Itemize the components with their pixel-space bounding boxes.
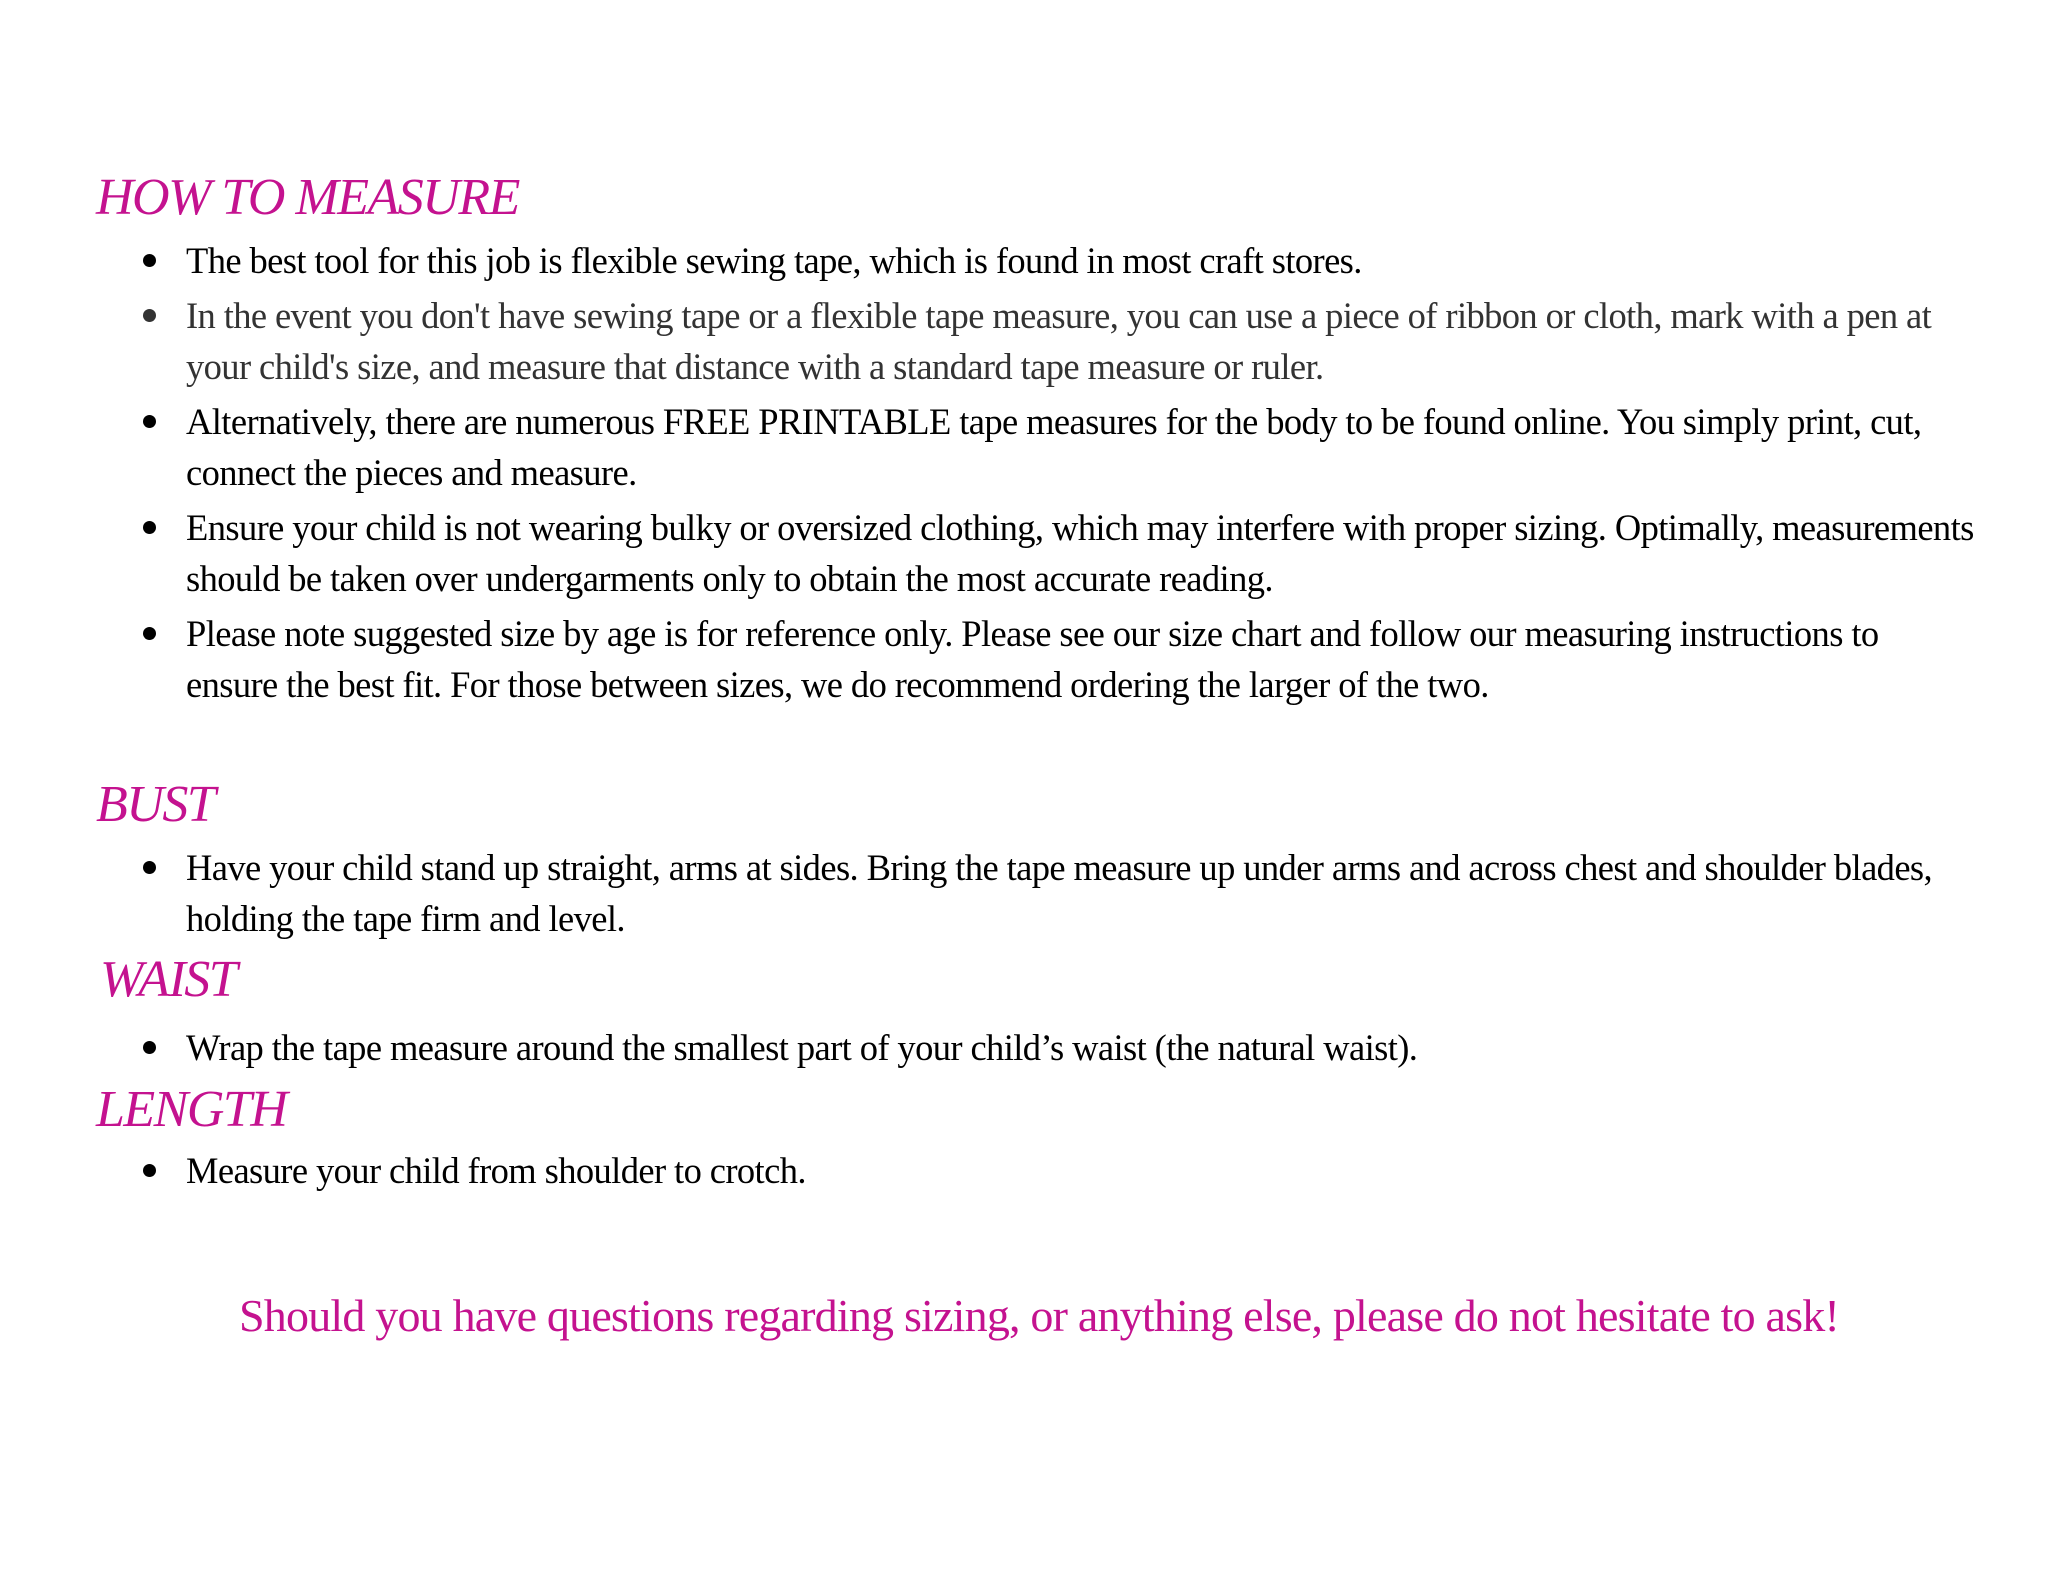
list-item xyxy=(186,396,1976,498)
waist-heading: WAIST xyxy=(100,951,237,1008)
list-item-text: In the event you don't have sewing tape or a flexible tape measure, you can use a piece of ribbon or cloth, mark with a pen at your child's size, and measure that distance with a standard tape measure or ruler. xyxy=(186,295,1932,387)
list-item-text: Measure your child from shoulder to crotch. xyxy=(186,1150,806,1191)
list-item xyxy=(186,502,1976,604)
bullet-dot-icon xyxy=(143,309,156,322)
list-item-text: Please note suggested size by age is for reference only. Please see our size chart and follow our measuring instructions to ensure the best fit. For those between sizes, we do recommend ordering the larger of the two. xyxy=(186,613,1879,705)
length-heading: LENGTH xyxy=(96,1081,287,1138)
list-item xyxy=(186,1145,1946,1196)
bullet-dot-icon xyxy=(143,627,156,640)
bullet-dot-icon xyxy=(143,861,156,874)
bust-heading: BUST xyxy=(96,776,215,833)
waist-list xyxy=(186,1022,1946,1077)
bullet-dot-icon xyxy=(143,254,156,267)
bullet-dot-icon xyxy=(143,1041,156,1054)
list-item xyxy=(186,290,1976,392)
how-to-measure-list xyxy=(186,235,1976,714)
list-item xyxy=(186,608,1976,710)
closing-note: Should you have questions regarding sizing, or anything else, please do not hesitate to ask! xyxy=(239,1290,1839,1341)
bullet-dot-icon xyxy=(143,1164,156,1177)
list-item-text: Wrap the tape measure around the smallest part of your child’s waist (the natural waist). xyxy=(186,1027,1418,1068)
bullet-dot-icon xyxy=(143,415,156,428)
list-item-text: Alternatively, there are numerous FREE PRINTABLE tape measures for the body to be found online. You simply print, cut, connect the pieces and measure. xyxy=(186,401,1922,493)
list-item-text: Have your child stand up straight, arms at sides. Bring the tape measure up under arms and across chest and shoulder blades, holding the tape firm and level. xyxy=(186,847,1933,939)
bullet-dot-icon xyxy=(143,521,156,534)
how-to-measure-heading: HOW TO MEASURE xyxy=(96,169,519,226)
list-item xyxy=(186,842,1946,944)
list-item xyxy=(186,235,1976,286)
list-item-text: The best tool for this job is flexible sewing tape, which is found in most craft stores. xyxy=(186,240,1362,281)
length-list xyxy=(186,1145,1946,1200)
list-item xyxy=(186,1022,1946,1073)
bust-list xyxy=(186,842,1946,948)
list-item-text: Ensure your child is not wearing bulky or oversized clothing, which may interfere with proper sizing. Optimally, measurements should be taken over undergarments only to obtain the most accurate reading. xyxy=(186,507,1974,599)
